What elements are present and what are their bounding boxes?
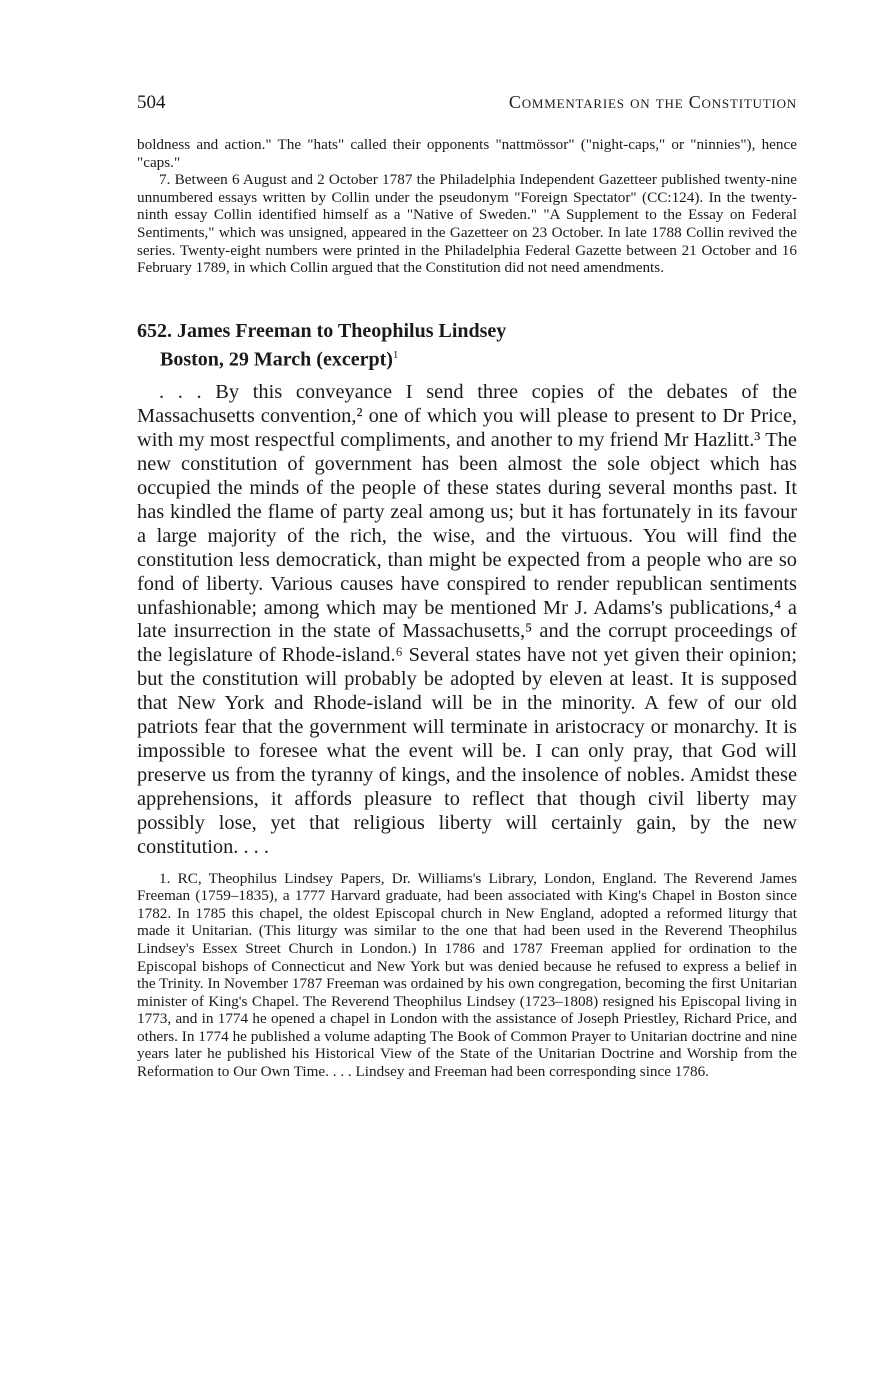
page-header <box>137 92 797 114</box>
footnote-7: 7. Between 6 August and 2 October 1787 the Philadelphia Independent Gazetteer published twenty-nine unnumbered essays written by Collin under the pseudonym "Foreign Spectator" (CC:124). In the twenty-ninth essay Collin identified himself as a "Native of Sweden." "A Supplement to the Essay on Federal Sentiments," which was unsigned, appeared in the Gazetteer on 23 October. In late 1788 Collin revived the series. Twenty-eight numbers were printed in the Philadelphia Federal Gazette between 21 October and 16 February 1789, in which Collin argued that the Constitution did not need amendments. <box>137 171 797 277</box>
document-place-date: Boston, 29 March (excerpt) <box>160 348 393 371</box>
top-notes <box>137 136 797 277</box>
document-title: 652. James Freeman to Theophilus Lindsey <box>137 319 507 342</box>
bottom-notes <box>137 870 797 1081</box>
page-number: 504 <box>137 92 166 113</box>
page <box>137 92 797 1081</box>
footnote-ref: 1 <box>392 348 399 361</box>
running-title: Commentaries on the Constitution <box>508 92 797 112</box>
document-subtitle <box>137 343 797 372</box>
document-heading <box>137 319 797 372</box>
note-continuation: boldness and action." The "hats" called their opponents "nattmössor" ("night-caps," or "ninnies"), hence "caps." <box>137 136 797 171</box>
footnote-1: 1. RC, Theophilus Lindsey Papers, Dr. Williams's Library, London, England. The Reverend James Freeman (1759–1835), a 1777 Harvard graduate, had been associated with King's Chapel in Boston since 1782. In 1785 this chapel, the oldest Episcopal church in New England, adopted a reformed liturgy that made it Unitarian. (This liturgy was similar to the one that had been used in the Reverend Theophilus Lindsey's Essex Street Church in London.) In 1786 and 1787 Freeman applied for ordination to the Episcopal bishops of Connecticut and New York but was denied because he refused to express a belief in the Trinity. In November 1787 Freeman was ordained by his own congregation, becoming the first Unitarian minister of King's Chapel. The Reverend Theophilus Lindsey (1723–1808) resigned his Episcopal living in 1773, and in 1774 he opened a chapel in London with the assistance of Joseph Priestley, Richard Price, and others. In 1774 he published a volume adapting The Book of Common Prayer to Unitarian doctrine and nine years later he published his Historical View of the State of the Unitarian Doctrine and Worship from the Reformation to Our Own Time. . . . Lindsey and Freeman had been corresponding since 1786. <box>137 869 797 1081</box>
letter-body: . . . By this conveyance I send three copies of the debates of the Massachusetts convention,² one of which you will please to present to Dr Price, with my most respectful compliments, and another to my friend Mr Hazlitt.³ The new constitution of government has been almost the sole object which has occupied the minds of the people of these states during several months past. It has kindled the flame of party zeal among us; but it has fortunately in its favour a large majority of the rich, the wise, and the virtuous. You will find the constitution less democratick, than might be expected from a people who are so fond of liberty. Various causes have conspired to render republican sentiments unfashionable; among which may be mentioned Mr J. Adams's publications,⁴ a late insurrection in the state of Massachusetts,⁵ and the corrupt proceedings of the legislature of Rhode-island.⁶ Several states have not yet given their opinion; but the constitution will probably be adopted by eleven at least. It is supposed that New York and Rhode-island will be in the minority. A few of our old patriots fear that the government will terminate in aristocracy or monarchy. It is impossible to foresee what the event will be. I can only pray, that God will preserve us from the tyranny of kings, and the insolence of nobles. Amidst these apprehensions, it affords pleasure to reflect that though civil liberty may possibly lose, yet that religious liberty will certainly gain, by the new constitution. . . . <box>137 381 797 858</box>
